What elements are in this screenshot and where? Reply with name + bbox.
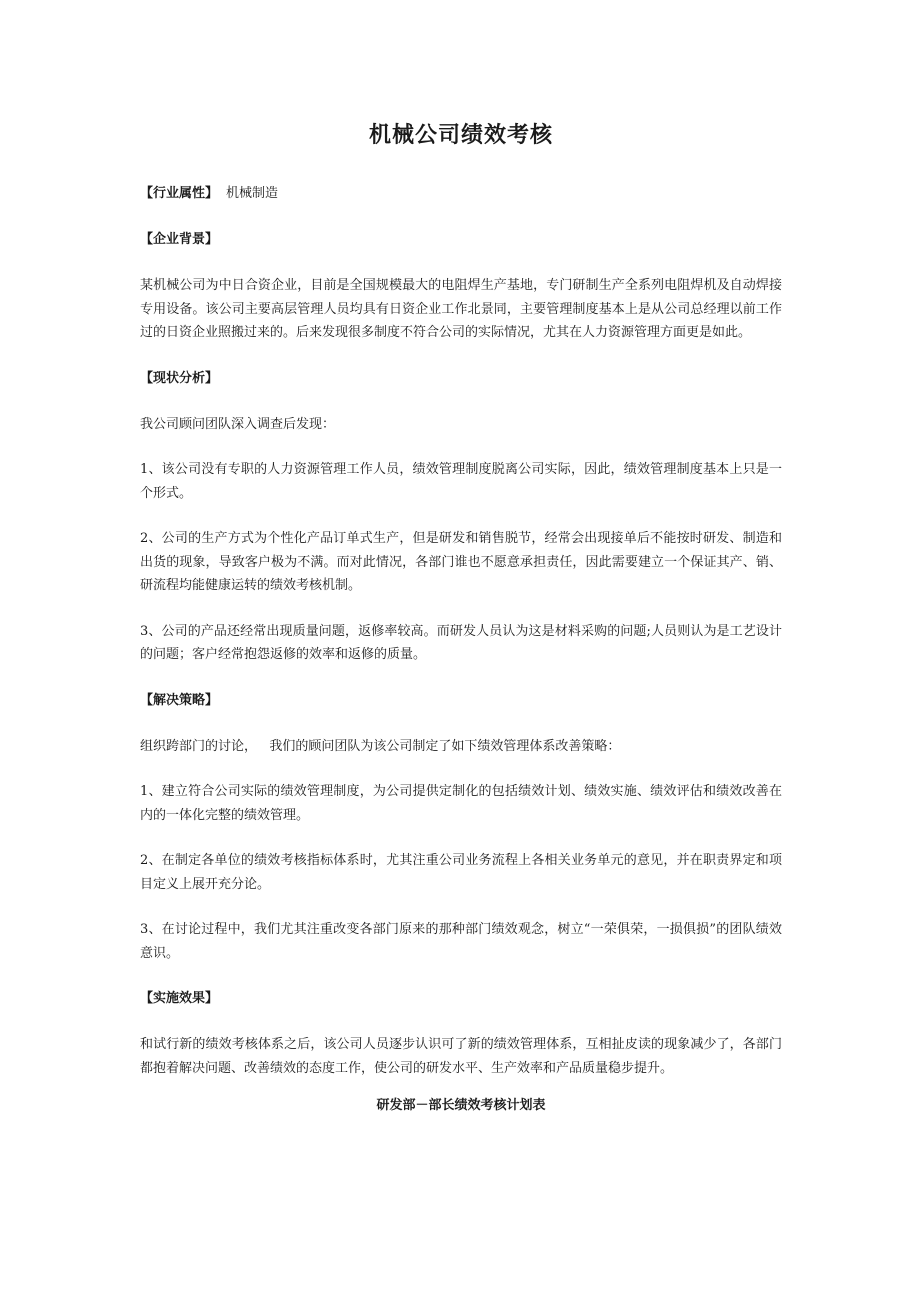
strategy-intro: 组织跨部门的讨论， 我们的顾问团队为该公司制定了如下绩效管理体系改善策略： xyxy=(140,738,621,754)
analysis-item-2: 2、公司的生产方式为个性化产品订单式生产，但是研发和销售脱节，经常会出现接单后不能按时研发、制造和出货的现象，导致客户极为不满。而对此情况，各部门谁也不愿意承担责任，因此需要建立一个保证其产、销、研流程均能健康运转的绩效考核机制。 xyxy=(140,531,782,593)
strategy-item-2: 2、在制定各单位的绩效考核指标体系时，尤其注重公司业务流程上各相关业务单元的意见，并在职责界定和项目定义上展开充分论。 xyxy=(140,853,782,892)
effect-heading: 【实施效果】 xyxy=(140,991,219,1006)
background-paragraph: 某机械公司为中日合资企业，目前是全国规模最大的电阻焊生产基地，专门研制生产全系列电阻焊机及自动焊接专用设备。该公司主要高层管理人员均具有日资企业工作北景同，主要管理制度基本上是从公司总经理以前工作过的日资企业照搬过来的。后来发现很多制度不符合公司的实际情况，尤其在人力资源管理方面更是如此。 xyxy=(140,278,782,340)
analysis-intro: 我公司顾问团队深入调查后发现： xyxy=(140,416,336,432)
industry-label: 【行业属性】 xyxy=(140,186,219,201)
analysis-item-1: 1、该公司没有专职的人力资源管理工作人员，绩效管理制度脱离公司实际，因此，绩效管理制度基本上只是一个形式。 xyxy=(140,462,782,501)
strategy-item-3: 3、在讨论过程中，我们尤其注重改变各部门原来的那种部门绩效观念，树立“一荣俱荣，一损俱损”的团队绩效意识。 xyxy=(140,922,782,961)
industry-row xyxy=(140,182,782,206)
document-page xyxy=(140,118,782,1118)
analysis-item-3: 3、公司的产品还经常出现质量问题，返修率较高。而研发人员认为这是材料采购的问题;人员则认为是工艺设计的问题；客户经常抱怨返修的效率和返修的质量。 xyxy=(140,623,782,662)
document-title: 机械公司绩效考核 xyxy=(368,123,553,148)
strategy-item-1: 1、建立符合公司实际的绩效管理制度，为公司提供定制化的包括绩效计划、绩效实施、绩效评估和绩效改善在内的一体化完整的绩效管理。 xyxy=(140,784,782,823)
industry-value: 机械制造 xyxy=(226,186,279,201)
background-heading: 【企业背景】 xyxy=(140,232,219,247)
strategy-heading: 【解决策略】 xyxy=(140,692,219,708)
analysis-heading: 【现状分析】 xyxy=(140,370,219,386)
effect-paragraph: 和试行新的绩效考核体系之后，该公司人员逐步认识可了新的绩效管理体系，互相扯皮读的现象减少了，各部门都抱着解决问题、改善绩效的态度工作，使公司的研发水平、生产效率和产品质量稳步提升。 xyxy=(140,1037,782,1076)
table-title: 研发部－部长绩效考核计划表 xyxy=(376,1098,546,1113)
